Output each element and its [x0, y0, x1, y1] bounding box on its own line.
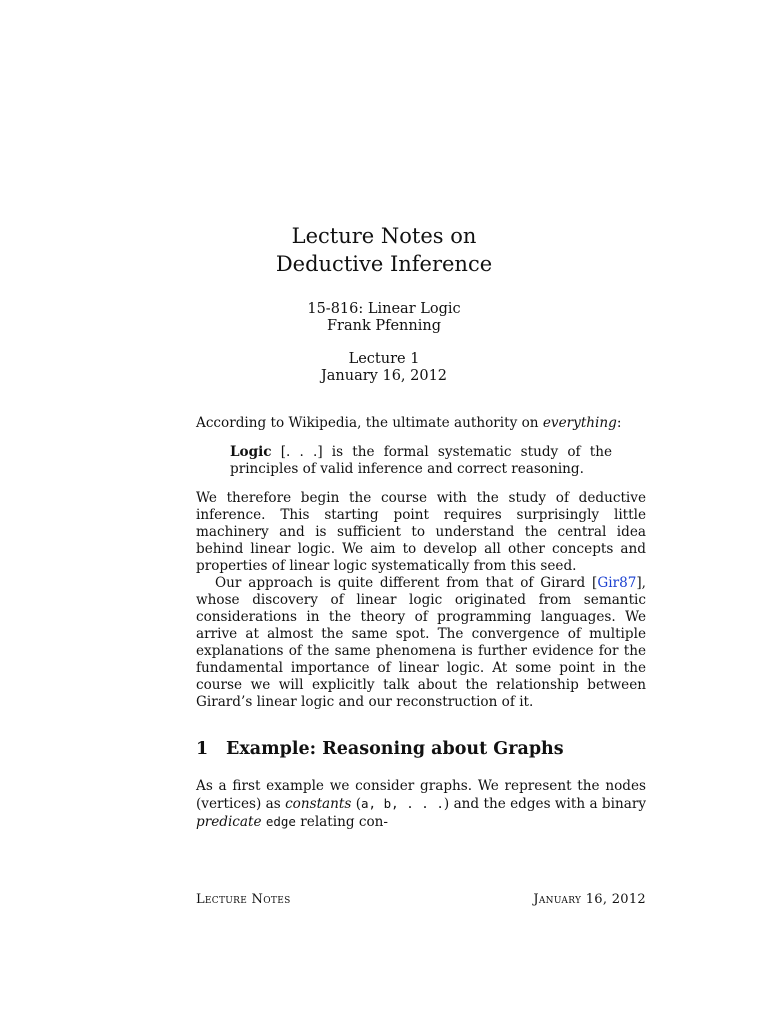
quote-term: Logic — [230, 444, 272, 460]
lecture-date-block — [0, 351, 768, 385]
intro-emphasis: everything — [542, 415, 617, 431]
wikipedia-quote — [230, 444, 612, 478]
para2-text-before: Our approach is quite different from that of Girard [ — [215, 575, 598, 591]
para3-emph-constants: constants — [285, 796, 352, 812]
section-title: Example: Reasoning about Graphs — [226, 739, 564, 759]
lecture-number: Lecture 1 — [348, 351, 420, 367]
intro-text: According to Wikipedia, the ultimate authority on — [196, 415, 543, 431]
title-line-1: Lecture Notes on — [291, 224, 477, 248]
para3-text-1: As a first example we consider graphs. We represent the nodes (vertices) as — [196, 778, 646, 812]
author-name: Frank Pfenning — [326, 318, 441, 334]
para3-edge-predicate: edge — [265, 814, 296, 829]
title-line-2: Deductive Inference — [275, 252, 493, 276]
paragraph-3 — [196, 778, 646, 831]
course-author-block — [0, 301, 768, 335]
citation-link-gir87[interactable]: Gir87 — [597, 575, 637, 591]
paper-title — [0, 222, 768, 278]
footer-right: January 16, 2012 — [533, 892, 646, 907]
course-name: 15-816: Linear Logic — [307, 301, 461, 317]
footer-left: Lecture Notes — [196, 892, 291, 907]
intro-colon: : — [616, 415, 622, 431]
paragraph-1: We therefore begin the course with the study of deductive inference. This starting point requires surprisingly little machinery and is sufficient to understand the central idea behind linear logic. We aim to develop all other concepts and properties of linear logic systematically from this seed. — [196, 490, 646, 574]
para3-constants-list: a, b, . . . — [361, 796, 444, 811]
para3-emph-predicate: predicate — [196, 814, 262, 830]
para3-text-3: ) and the edges with a binary — [443, 796, 647, 812]
page-footer — [196, 892, 646, 907]
para3-text-5: relating con- — [295, 814, 389, 830]
quote-text: is the formal systematic study of the principles of valid inference and correct reasoning. — [230, 444, 613, 477]
section-heading — [196, 738, 646, 760]
lecture-date: January 16, 2012 — [320, 368, 448, 384]
paragraph-2 — [196, 575, 646, 711]
intro-paragraph — [196, 415, 646, 432]
paper-body — [196, 415, 646, 831]
para3-text-2: ( — [351, 796, 362, 812]
title-block — [0, 222, 768, 385]
quote-ellipsis: [. . .] — [271, 444, 332, 460]
section-number: 1 — [196, 739, 209, 759]
para2-text-after: ], whose discovery of linear logic originated from semantic considerations in the theory of programming languages. We arrive at almost the same spot. The convergence of multiple explanations of the same phenomena is further evidence for the fundamental importance of linear logic. At some point in the course we will explicitly talk about the relationship between Girard’s linear logic and our reconstruction of it. — [196, 575, 646, 710]
